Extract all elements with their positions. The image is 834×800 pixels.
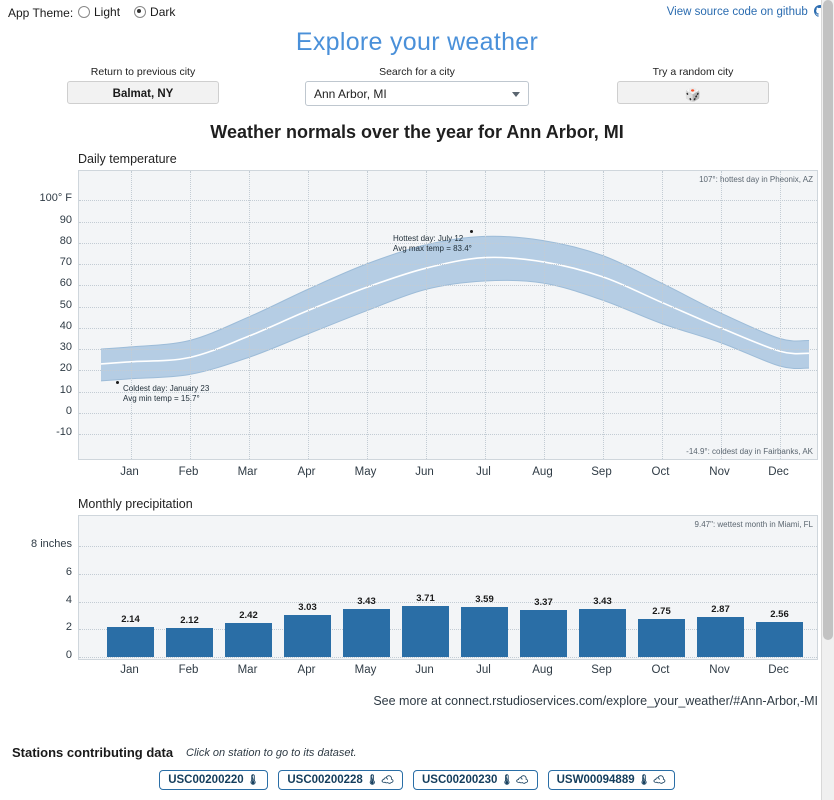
coldest-day-annotation	[123, 384, 209, 404]
temperature-y-tick-label: 0	[65, 404, 72, 417]
temperature-y-tick-label: -10	[56, 426, 72, 438]
temperature-y-tick-label: 90	[59, 213, 72, 226]
precipitation-bar-value: 2.14	[121, 614, 140, 626]
station-chip[interactable]	[278, 770, 403, 790]
precipitation-bar[interactable]	[520, 610, 566, 657]
gridline-vertical	[780, 171, 781, 459]
coldest-annotation-line2: Avg min temp = 15.7°	[123, 394, 200, 403]
hottest-day-marker	[470, 230, 473, 233]
temperature-x-tick-label: Oct	[651, 466, 670, 478]
precipitation-bar-value: 3.59	[475, 594, 494, 606]
temperature-x-tick-label: Jul	[476, 466, 491, 478]
gridline-vertical	[131, 171, 132, 459]
precipitation-bar-value: 3.71	[416, 592, 435, 604]
temperature-x-tick-label: Aug	[532, 466, 553, 478]
temperature-x-tick-label: Jun	[415, 466, 434, 478]
precipitation-x-tick-label: Apr	[297, 664, 316, 676]
precipitation-x-tick-label: Jul	[476, 664, 491, 676]
github-link-label: View source code on github	[666, 6, 808, 18]
temperature-x-tick-label: Mar	[237, 466, 258, 478]
station-id-label: USC00200230	[421, 774, 498, 786]
temperature-x-tick-label: Sep	[591, 466, 612, 478]
temperature-x-tick-label: Jan	[120, 466, 139, 478]
gridline-vertical	[249, 171, 250, 459]
theme-option-dark[interactable]	[134, 5, 175, 19]
hottest-day-reference-note: 107°: hottest day in Pheonix, AZ	[699, 175, 813, 184]
radio-icon-dark[interactable]	[134, 6, 146, 18]
precipitation-bar-value: 2.42	[239, 610, 258, 622]
precipitation-x-tick-label: Feb	[178, 664, 199, 676]
precipitation-bar[interactable]	[638, 619, 684, 657]
precipitation-bar-value: 3.03	[298, 602, 317, 614]
station-measure-icon: 🌡 ☁	[365, 775, 394, 786]
hottest-annotation-line2: Avg max temp = 83.4°	[393, 244, 472, 253]
previous-city-label: Return to previous city	[90, 66, 196, 78]
precipitation-x-tick-label: Nov	[709, 664, 730, 676]
temperature-section-title: Daily temperature	[78, 152, 177, 166]
chart-title: Weather normals over the year for Ann Arbor, MI	[210, 122, 624, 142]
gridline-vertical	[367, 171, 368, 459]
precipitation-x-tick-label: Jun	[415, 664, 434, 676]
precipitation-bar-value: 2.87	[711, 604, 730, 616]
hottest-day-annotation	[393, 234, 472, 254]
gridline-vertical	[544, 171, 545, 459]
precipitation-bar[interactable]	[166, 628, 212, 657]
wettest-month-reference-note: 9.47": wettest month in Miami, FL	[694, 520, 813, 529]
precipitation-bar[interactable]	[343, 609, 389, 657]
theme-radio-group[interactable]	[78, 5, 175, 19]
precipitation-y-tick-label: 4	[65, 593, 72, 606]
precipitation-bar-value: 3.43	[593, 596, 612, 608]
stations-list	[0, 770, 834, 790]
station-chip[interactable]	[159, 770, 268, 790]
precipitation-bar-value: 2.75	[652, 605, 671, 617]
top-bar	[0, 0, 834, 26]
temperature-y-tick-label: 70	[59, 256, 72, 268]
station-chip[interactable]	[548, 770, 675, 790]
gridline-vertical	[603, 171, 604, 459]
temperature-x-tick-label: May	[354, 466, 377, 478]
temperature-y-tick-label: 20	[59, 362, 72, 375]
precipitation-x-tick-label: Jan	[120, 664, 139, 676]
search-city-select[interactable]	[305, 81, 529, 106]
search-city-label: Search for a city	[379, 66, 455, 78]
station-id-label: USW00094889	[556, 774, 635, 786]
temperature-y-tick-label: 80	[59, 234, 72, 247]
precipitation-bar-value: 3.37	[534, 597, 553, 609]
coldest-annotation-line1: Coldest day: January 23	[123, 384, 210, 393]
gridline-vertical	[426, 171, 427, 459]
hottest-annotation-line1: Hottest day: July 12	[393, 234, 464, 243]
random-city-control	[617, 66, 769, 104]
precipitation-y-tick-label: 8 inches	[31, 538, 72, 551]
precipitation-x-tick-label: Aug	[532, 664, 553, 676]
temperature-x-tick-label: Feb	[178, 466, 199, 478]
radio-icon-light[interactable]	[78, 6, 90, 18]
temperature-x-tick-label: Nov	[709, 466, 730, 478]
precipitation-bar[interactable]	[579, 609, 625, 657]
page-scrollbar[interactable]	[821, 0, 834, 800]
app-theme-label: App Theme:	[8, 6, 74, 20]
precipitation-section-title: Monthly precipitation	[78, 497, 193, 511]
station-measure-icon: 🌡 ☁	[500, 775, 529, 786]
previous-city-control	[67, 66, 219, 104]
station-id-label: USC00200220	[168, 774, 244, 786]
precipitation-x-tick-label: Sep	[591, 664, 612, 676]
gridline-vertical	[485, 171, 486, 459]
station-id-label: USC00200228	[287, 774, 363, 786]
precipitation-x-tick-label: May	[354, 664, 377, 676]
precipitation-bar[interactable]	[756, 622, 802, 657]
precipitation-bar[interactable]	[107, 627, 153, 657]
page-scrollbar-thumb[interactable]	[823, 0, 833, 640]
station-measure-icon: 🌡	[246, 775, 260, 786]
search-city-control	[305, 66, 529, 106]
gridline-vertical	[721, 171, 722, 459]
precipitation-y-tick-label: 0	[65, 649, 72, 661]
precipitation-y-tick-label: 6	[65, 565, 72, 578]
precipitation-bar-value: 2.12	[180, 614, 199, 626]
stations-heading: Stations contributing data	[12, 745, 174, 760]
github-source-link[interactable]	[667, 5, 826, 18]
precipitation-x-tick-label: Dec	[768, 664, 789, 676]
precipitation-bar[interactable]	[225, 623, 271, 657]
precipitation-bar-value: 2.56	[770, 608, 789, 620]
precipitation-bar[interactable]	[461, 607, 507, 657]
precipitation-bar[interactable]	[402, 606, 448, 657]
coldest-day-marker	[116, 381, 119, 384]
temperature-x-tick-label: Apr	[297, 466, 316, 478]
chevron-down-icon[interactable]	[512, 92, 520, 97]
random-city-label: Try a random city	[652, 66, 734, 78]
precipitation-y-tick-label: 2	[65, 621, 72, 634]
precipitation-bar[interactable]	[284, 615, 330, 657]
temperature-range-band	[101, 236, 809, 381]
precipitation-bar-value: 3.43	[357, 596, 376, 608]
coldest-day-reference-note: -14.9°: coldest day in Fairbanks, AK	[686, 447, 813, 456]
previous-city-button[interactable]: Balmat, NY	[67, 81, 219, 104]
temperature-y-tick-label: 60	[59, 277, 72, 290]
gridline-horizontal	[79, 546, 817, 547]
temperature-y-tick-label: 30	[59, 341, 72, 353]
precipitation-bar[interactable]	[697, 617, 743, 657]
search-city-value: Ann Arbor, MI	[314, 87, 387, 101]
gridline-vertical	[308, 171, 309, 459]
temperature-chart[interactable]	[78, 170, 818, 460]
stations-subheading: Click on station to go to its dataset.	[186, 747, 357, 759]
theme-option-dark-label: Dark	[150, 5, 176, 19]
station-measure-icon: 🌡 ☁	[637, 775, 666, 786]
temperature-y-tick-label: 50	[59, 298, 72, 311]
gridline-vertical	[190, 171, 191, 459]
precipitation-chart[interactable]	[78, 515, 818, 660]
precipitation-x-tick-label: Mar	[237, 664, 258, 676]
controls-row	[0, 66, 834, 112]
precipitation-x-tick-label: Oct	[651, 664, 670, 676]
theme-option-light[interactable]	[78, 5, 120, 19]
gridline-horizontal	[79, 574, 817, 575]
gridline-horizontal	[79, 657, 817, 658]
station-chip[interactable]	[413, 770, 538, 790]
temperature-y-tick-label: 40	[59, 319, 72, 332]
gridline-vertical	[662, 171, 663, 459]
temperature-y-tick-label: 10	[59, 383, 72, 396]
source-footer-text: See more at connect.rstudioservices.com/explore_your_weather/#Ann-Arbor,-MI	[373, 694, 818, 708]
temperature-y-tick-label: 100° F	[39, 192, 72, 205]
random-city-button[interactable]: 🎲	[617, 81, 769, 104]
theme-option-light-label: Light	[94, 5, 121, 19]
temperature-x-tick-label: Dec	[768, 466, 789, 478]
page-title: Explore your weather	[295, 28, 539, 56]
